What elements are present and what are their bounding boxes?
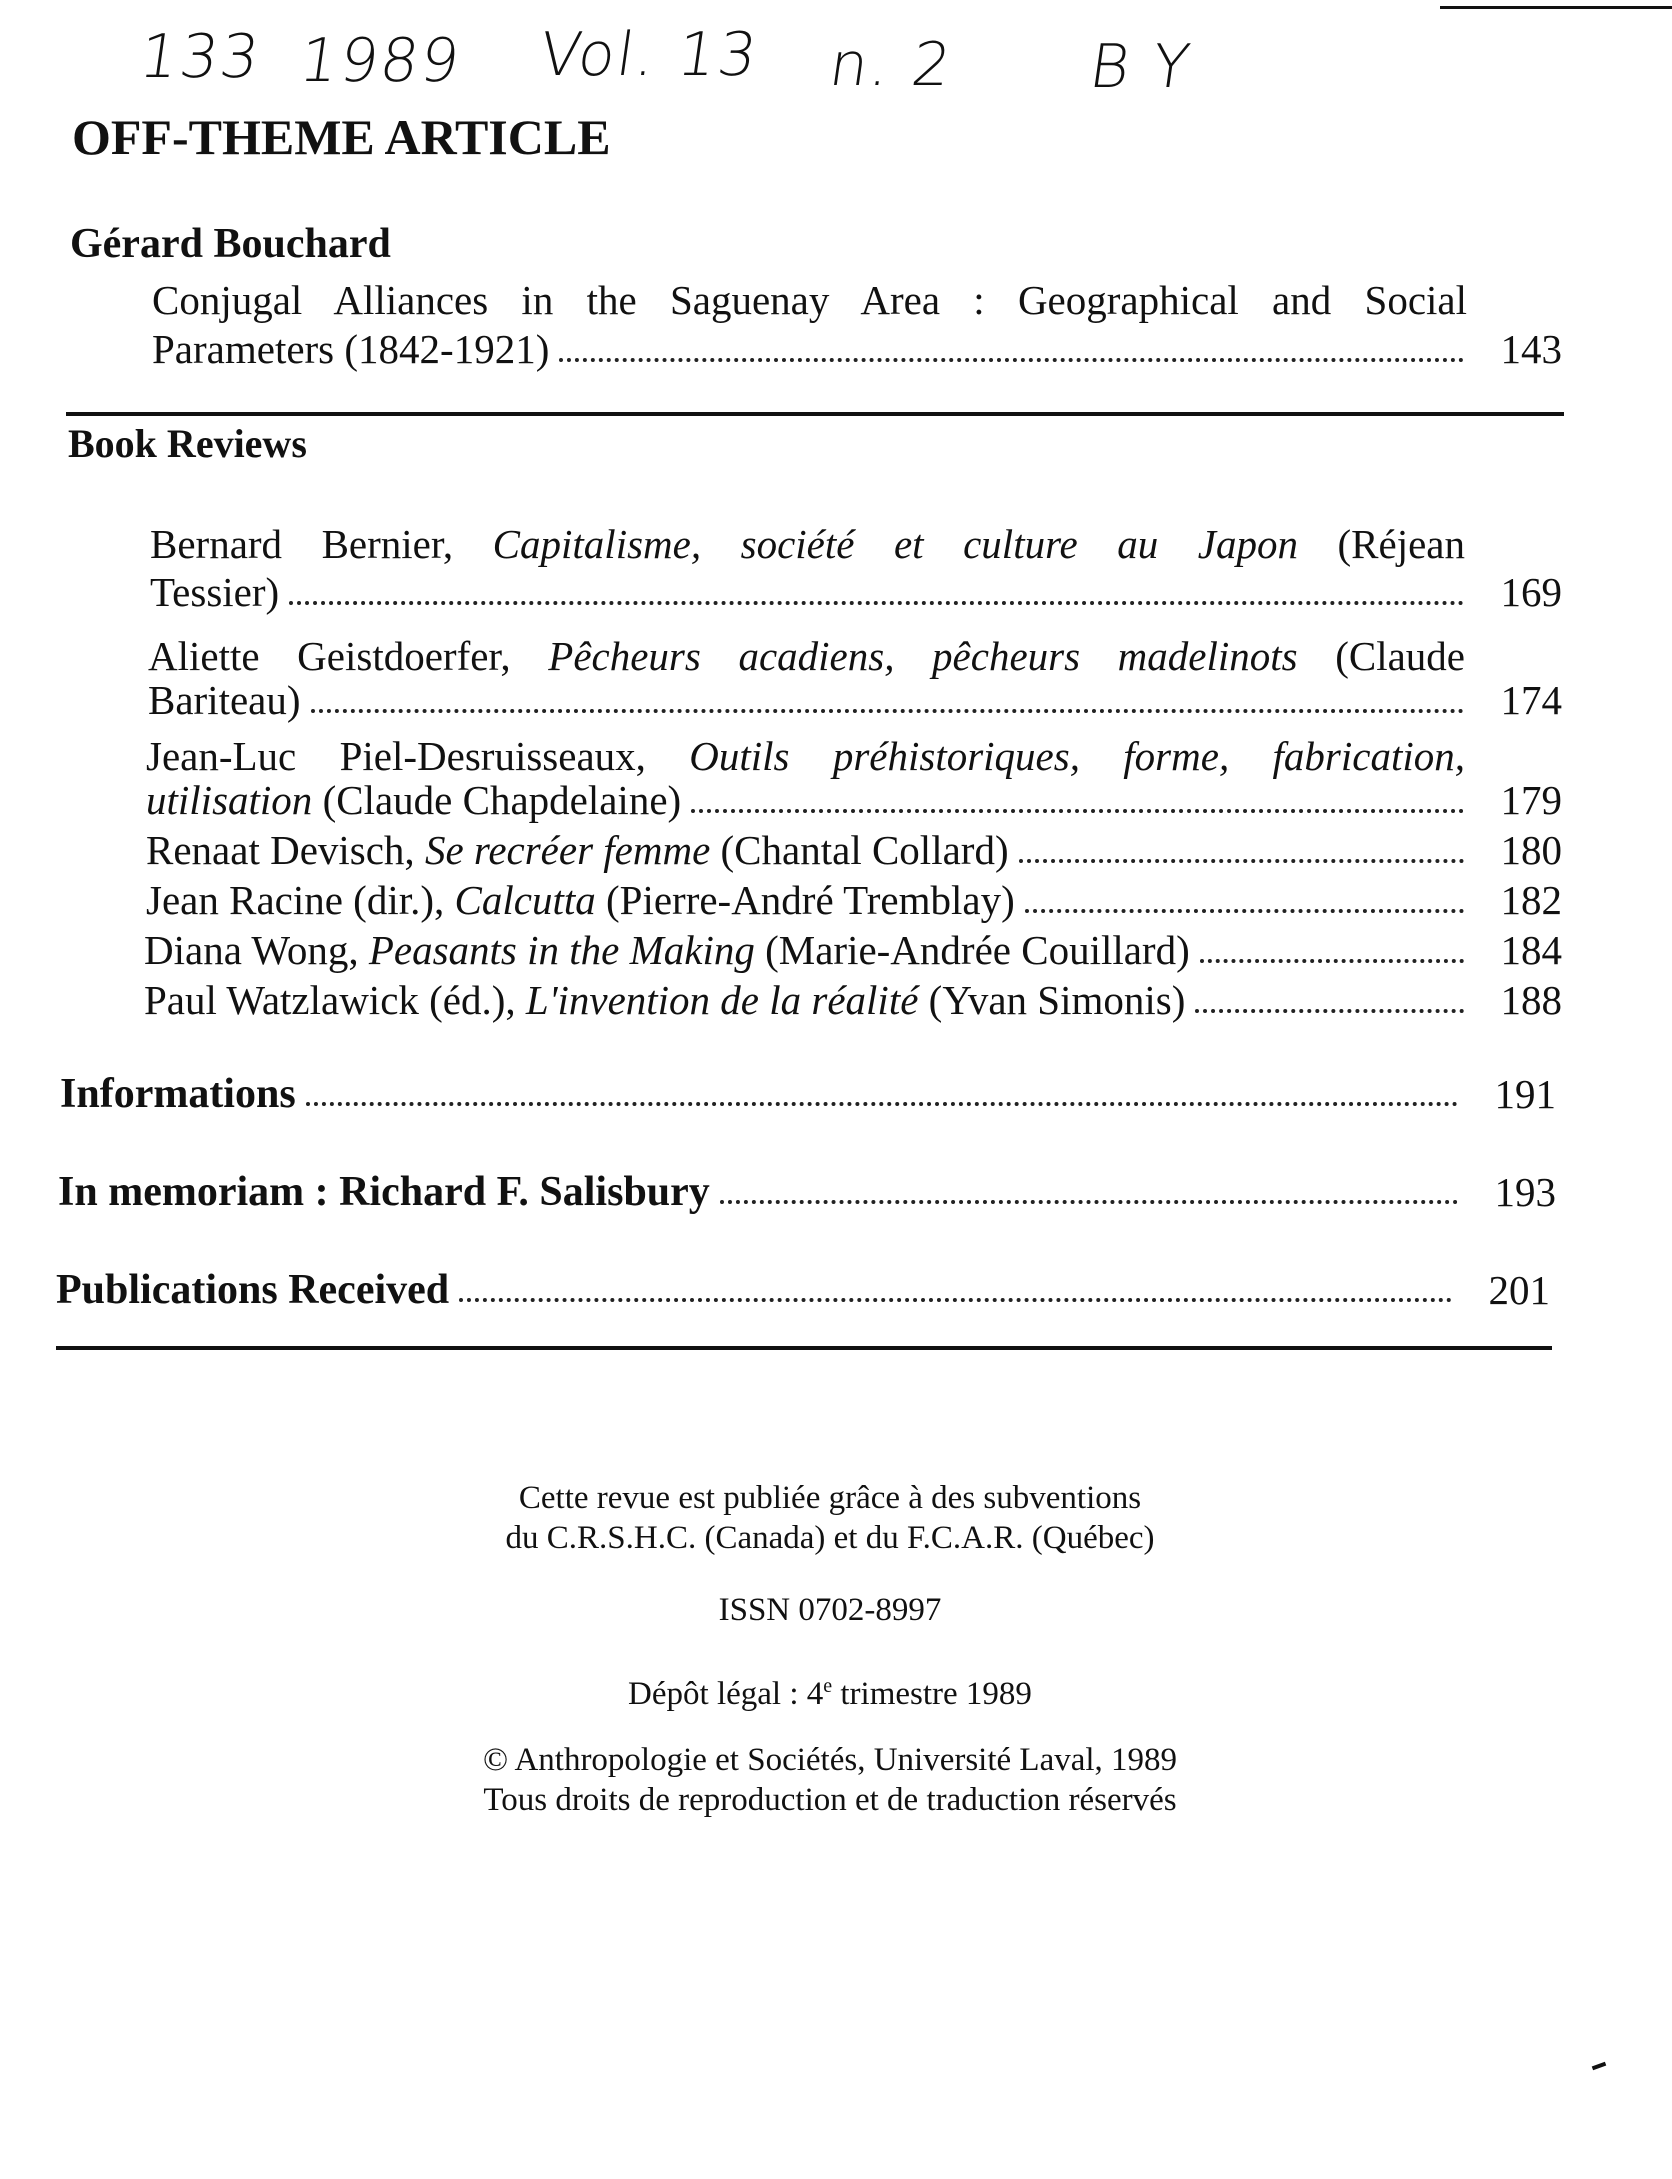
page-number: 188 (1500, 977, 1562, 1023)
review-title: Se recréer femme (424, 827, 711, 873)
review-author: Bernard Bernier, (150, 521, 454, 567)
page-number: 201 (1488, 1267, 1550, 1313)
review-2-line2 (148, 676, 1562, 725)
dot-leader (306, 1102, 1458, 1106)
dot-leader (1200, 959, 1464, 963)
review-title: Calcutta (454, 877, 596, 923)
dot-leader (1025, 909, 1464, 913)
review-title: Capitalisme, société et culture au Japon (492, 521, 1298, 567)
publications-entry (56, 1266, 1550, 1314)
dot-leader (311, 709, 1464, 713)
article-author: Gérard Bouchard (70, 221, 391, 267)
page-number: 191 (1494, 1071, 1556, 1117)
page-number: 169 (1500, 569, 1562, 615)
dot-leader (289, 601, 1464, 605)
page-number: 179 (1500, 777, 1562, 823)
page-number: 193 (1494, 1169, 1556, 1215)
article-title-line2: Parameters (1842-1921) (152, 326, 550, 372)
handwritten-volume: Vol. 13 (535, 20, 764, 90)
review-title: L'invention de la réalité (525, 977, 919, 1023)
review-6 (144, 926, 1562, 975)
funding-line-2: du C.R.S.H.C. (Canada) et du F.C.A.R. (Québec) (505, 1520, 1155, 1556)
page-number: 180 (1500, 827, 1562, 873)
review-2-line1 (148, 632, 1465, 681)
review-author: Paul Watzlawick (éd.), (144, 977, 516, 1023)
dot-leader (559, 358, 1464, 362)
handwritten-issue: n. 2 (825, 30, 958, 100)
article-title-line1: Conjugal Alliances in the Saguenay Area : Geographical and Social (152, 277, 1467, 323)
memoriam-entry (58, 1168, 1556, 1216)
issn: ISSN 0702-8997 (718, 1592, 942, 1628)
review-author: Renaat Devisch, (146, 827, 415, 873)
depot-prefix: Dépôt légal : 4 (628, 1676, 824, 1712)
funding-line-1: Cette revue est publiée grâce à des subventions (518, 1480, 1142, 1516)
review-4 (146, 826, 1562, 875)
review-3-line2 (146, 776, 1562, 825)
copyright: © Anthropologie et Sociétés, Université Laval, 1989 (482, 1742, 1178, 1778)
informations-entry (60, 1070, 1556, 1118)
page-number: 174 (1500, 677, 1562, 723)
review-author: Aliette Geistdoerfer, (148, 633, 511, 679)
informations-label: Informations (60, 1071, 296, 1117)
review-1-line1 (150, 520, 1465, 569)
depot-suffix: trimestre 1989 (832, 1676, 1032, 1712)
corner-rule (1440, 6, 1672, 9)
review-3-line1 (146, 732, 1465, 781)
review-reviewer: (Pierre-André Tremblay) (606, 877, 1015, 923)
review-reviewer-cont: Tessier) (150, 569, 280, 615)
publications-label: Publications Received (56, 1267, 450, 1313)
review-5 (146, 876, 1562, 925)
review-reviewer: (Réjean (1337, 521, 1465, 567)
dot-leader (1019, 859, 1464, 863)
review-reviewer: (Claude Chapdelaine) (322, 777, 682, 823)
page-number: 182 (1500, 877, 1562, 923)
review-reviewer: (Claude (1335, 633, 1466, 679)
review-title-cont: utilisation (146, 777, 313, 823)
section-divider (66, 412, 1564, 416)
review-7 (144, 976, 1562, 1025)
handwritten-shelf: B Y (1085, 32, 1196, 102)
off-theme-heading: OFF-THEME ARTICLE (72, 109, 611, 165)
article-entry (152, 325, 1562, 374)
depot-legal (0, 1666, 1666, 1714)
handwritten-call-number: 133 (135, 22, 266, 92)
memoriam-label: In memoriam : Richard F. Salisbury (58, 1169, 710, 1215)
review-author: Diana Wong, (144, 927, 359, 973)
bottom-divider (56, 1346, 1552, 1350)
dot-leader (691, 809, 1464, 813)
review-reviewer: (Marie-Andrée Couillard) (765, 927, 1190, 973)
dot-leader (1195, 1009, 1464, 1013)
review-reviewer: (Yvan Simonis) (928, 977, 1186, 1023)
review-title: Outils préhistoriques, forme, fabrication, (689, 733, 1466, 779)
handwritten-year: 1989 (295, 26, 466, 96)
review-reviewer: (Chantal Collard) (720, 827, 1009, 873)
review-1-line2 (150, 568, 1562, 617)
review-author: Jean-Luc Piel-Desruisseaux, (146, 733, 646, 779)
review-author: Jean Racine (dir.), (146, 877, 445, 923)
review-reviewer-cont: Bariteau) (148, 677, 301, 723)
scan-mark (1592, 2062, 1607, 2071)
review-title: Peasants in the Making (368, 927, 755, 973)
review-title: Pêcheurs acadiens, pêcheurs madelinots (548, 633, 1298, 679)
page-number: 184 (1500, 927, 1562, 973)
dot-leader (720, 1200, 1458, 1204)
book-reviews-heading: Book Reviews (68, 421, 307, 466)
depot-superscript: e (823, 1675, 833, 1697)
dot-leader (459, 1298, 1452, 1302)
rights-reserved: Tous droits de reproduction et de traduction réservés (483, 1782, 1177, 1818)
page-number: 143 (1500, 326, 1562, 372)
